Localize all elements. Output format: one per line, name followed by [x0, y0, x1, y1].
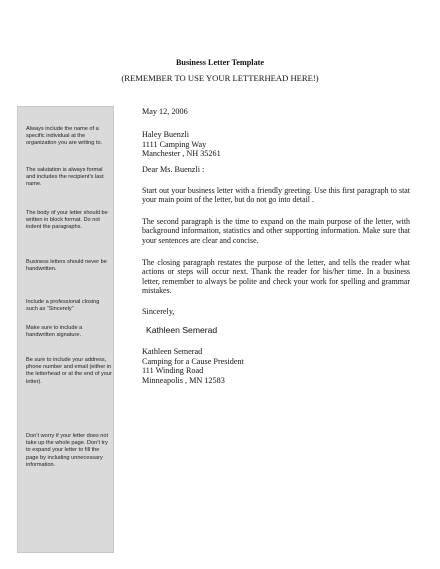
page-title: Business Letter Template — [175, 58, 265, 67]
tip-address: Be sure to include your address, phone number and email (either in the letterhead or at the end of your letter). — [26, 357, 112, 385]
signature: Kathleen Semerad — [146, 325, 218, 335]
recipient-city: Manchester , NH 35261 — [142, 149, 221, 159]
paragraph-3: The closing paragraph restates the purpose of the letter, and tells the reader what actions or steps will occur next. Thank the reader for his/her time. In a business letter, remember to always be polite and check your work for spelling and grammar mistakes. — [142, 258, 410, 296]
paragraph-2: The second paragraph is the time to expand on the main purpose of the letter, with background information, statistics and other supporting information. Make sure that your sentences are clear and concise. — [142, 217, 410, 245]
tip-recipient-name: Always include the name of a specific individual at the organization you are writing to. — [26, 126, 103, 147]
paragraph-1: Start out your business letter with a friendly greeting. Use this first paragraph to stat your main point of the letter, but do not go into detail . — [142, 186, 410, 205]
sender-street: 111 Winding Road — [142, 366, 204, 376]
letter-date: May 12, 2006 — [142, 107, 188, 116]
recipient-address — [142, 130, 412, 159]
sender-organization: Camping for a Cause President — [142, 356, 244, 366]
closing: Sincerely, — [142, 307, 175, 316]
tip-length: Don’t worry if your letter does not take up the whole page. Don’t try to expand your letter to fill the page by including unnecessary information. — [26, 433, 109, 468]
recipient-street: 1111 Camping Way — [142, 139, 207, 149]
page-subtitle: (REMEMBER TO USE YOUR LETTERHEAD HERE!) — [121, 73, 319, 83]
tip-salutation: The salutation is always formal and includes the recipient’s last name. — [26, 167, 104, 188]
salutation: Dear Ms. Buenzli : — [142, 165, 205, 174]
sender-address — [142, 347, 412, 385]
tip-signature: Make sure to include a handwritten signature. — [26, 325, 83, 339]
sender-city: Minneapolis , MN 12583 — [142, 375, 225, 385]
tip-handwritten: Business letters should never be handwritten. — [26, 259, 107, 273]
recipient-name: Haley Buenzli — [142, 130, 190, 139]
tip-body-format: The body of your letter should be written in block format. Do not indent the paragraphs. — [26, 210, 108, 231]
tip-closing: Include a professional closing such as “Sincerely” — [26, 299, 100, 313]
tips-sidebar — [17, 106, 114, 553]
sender-name: Kathleen Semerad — [142, 347, 203, 356]
